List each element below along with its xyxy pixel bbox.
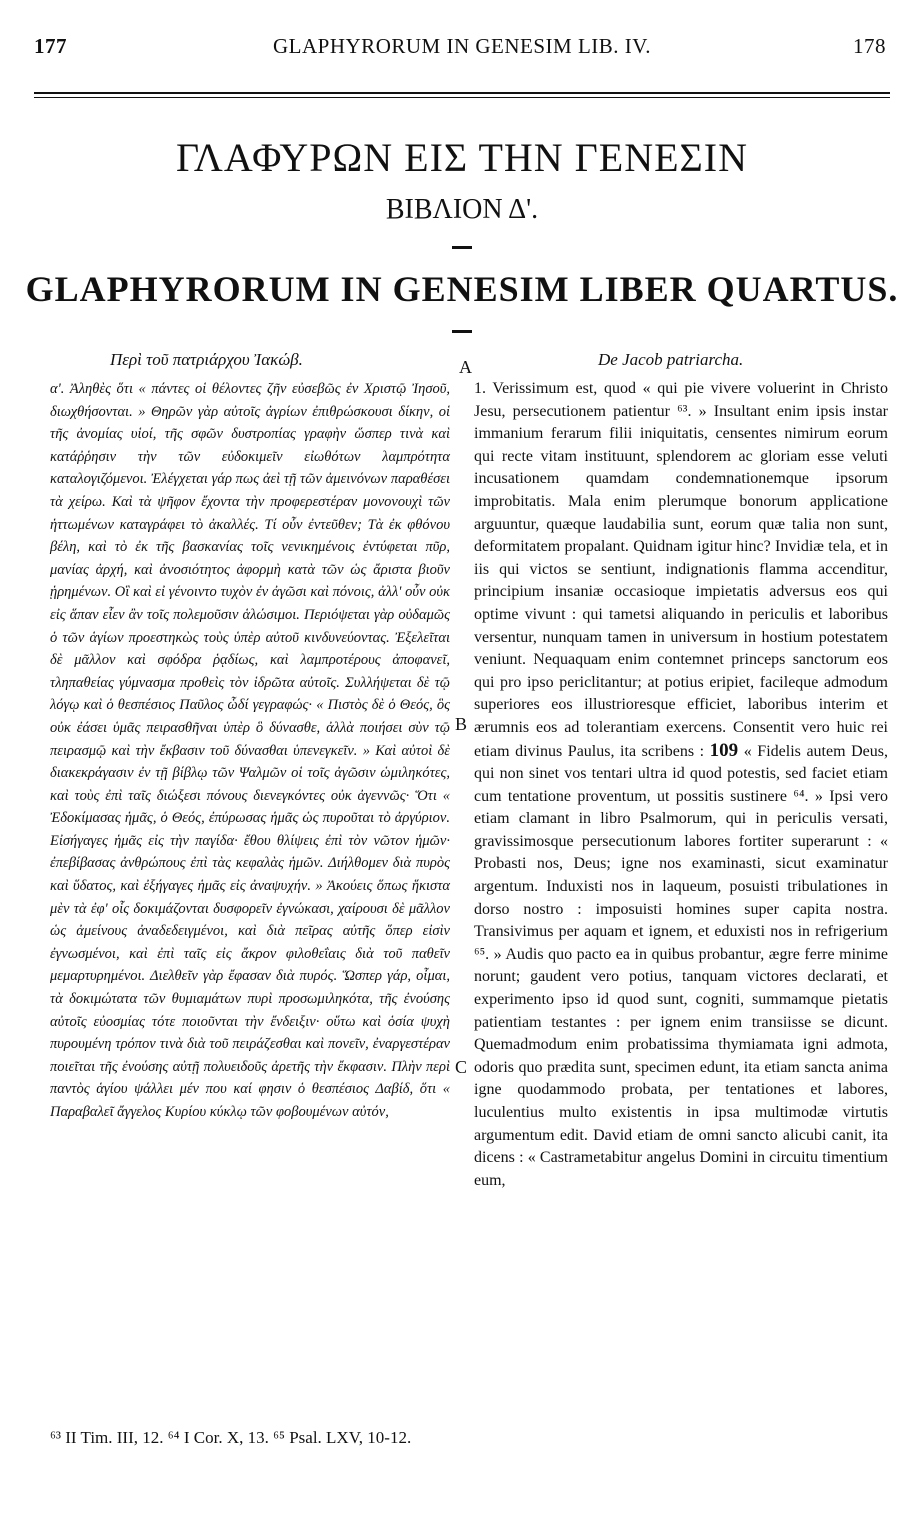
column-number: 109 [709, 739, 739, 761]
greek-text-column [50, 378, 450, 1124]
greek-subtitle: ΒΙΒΛΙΟΝ Δ'. [385, 194, 539, 225]
running-title: GLAPHYRORUM IN GENESIM LIB. IV. [273, 34, 651, 58]
margin-letter-b: B [455, 714, 468, 734]
latin-text-part1: 1. Verissimum est, quod « qui pie vivere voluerint in Christo Jesu, persecutionem patientur ⁶³. » Insultant enim ipsis instar immanium ferarum filii iniquitatis, censentes nimirum eorum qui recte vitam instituunt, splendorem ac gloriam esse veluti incusationem quamdam condemnationemque ipsorum improbitatis. Mala enim plerumque bonorum applicatione arguuntur, quæque laudabilia sunt, eorum quæ talia non sunt, deformitatem propalant. Quidnam igitur hinc? Invidiæ tela, et in iis qui victos se sentiunt, indignationis flamma accenditur, principium insaniæ occasioque impietatis adversus eos qui optime vivunt : qui tametsi aliquando in periculis et laboribus versentur, nunquam tamen in universum in hostium potestatem veniunt. Nequaquam enim contemnet princeps sanctorum eos qui pro ipso periclitantur; at potius eripiet, facileque admodum superiores eos illustrioresque efficiet, laboribus interim et ærumnis eos ad tolerantiam exercens. Consentit vero huic rei etiam divinus Paulus, ita scribens : [474, 380, 888, 760]
page-number-right: 178 [853, 34, 886, 58]
footnotes: ⁶³ II Tim. III, 12. ⁶⁴ I Cor. X, 13. ⁶⁵ Psal. LXV, 10-12. [50, 1428, 412, 1447]
title-divider-2 [452, 330, 472, 333]
greek-section-heading: Περὶ τοῦ πατριάρχου Ἰακώβ. [110, 350, 303, 369]
greek-paragraph: α'. Ἀληθὲς ὅτι « πάντες οἱ θέλοντες ζῆν εὐσεβῶς ἐν Χριστῷ Ἰησοῦ, διωχθήσονται. » Θηρῶν γὰρ αὐτοῖς ἀγρίων ἐπιθρώσκουσι δίκην, οἱ τῆς ἀνομίας υἱοί, τῆς σφῶν δυστροπίας γραφὴν ὥσπερ τινὰ καὶ κατάῤῥησιν τὴν τῶν εὐδοκιμεῖν εἰωθότων λαμπρότητα καταλογιζόμενοι. Ἐλέγχεται γάρ πως ἀεὶ τῇ τῶν ἀμεινόνων παραθέσει τὰ χείρω. Καὶ τὰ ψῆφον ἔχοντα τὴν προφερεστέραν μονονουχὶ τῶν ἡττωμένων καταγράφει τὸ ἀκαλλές. Τί οὖν ἐντεῦθεν; Τὰ ἐκ φθόνου βέλη, καὶ τὸ ἐκ τῆς βασκανίας τοῖς νενικημένοις ἐντύφεται πῦρ, μανίας ἀρχή, καὶ ἀνοσιότητος ἀφορμὴ κατὰ τῶν ὡς ἄριστα βιοῦν ᾑρημένων. Οἳ καὶ εἰ γένοιντο τυχὸν ἐν ἀγῶσι καὶ πόνοις, ἀλλ' οὖν οὐκ εἰς ἅπαν εἶεν ἂν τοῖς πολεμοῦσιν ἁλώσιμοι. Περιόψεται γὰρ οὐδαμῶς ὁ τῶν ἁγίων προεστηκὼς τοὺς ὑπὲρ αὐτοῦ κινδυνεύοντας. Ἐξελεῖται δὲ μᾶλλον καὶ σφόδρα ῥᾳδίως, καὶ λαμπροτέρους ἀποφανεῖ, τληπαθείας γύμνασμα προθεὶς τὸν ἱδρῶτα αὐτοῖς. Συλλήψεται δὲ τῷ λόγῳ καὶ ὁ θεσπέσιος Παῦλος ὧδί γεγραφώς· « Πιστὸς δὲ ὁ Θεός, ὃς οὐκ ἐάσει ὑμᾶς πειρασθῆναι ὑπὲρ ὃ δύνασθε, ἀλλὰ ποιήσει σὺν τῷ πειρασμῷ καὶ τὴν ἔκβασιν τοῦ δύνασθαι ὑπενεγκεῖν. » Καὶ αὐτοὶ δὲ διακεκράγασιν ἐν τῇ βίβλῳ τῶν Ψαλμῶν οἱ τοῖς ἀγῶσιν ὡμιληκότες, καὶ τοὺς ἐπὶ ταῖς διώξεσι πόνους διενεγκόντες οὐκ ἀγεννῶς· Ὅτι « Ἐδοκίμασας ἡμᾶς, ὁ Θεός, ἐπύρωσας ἡμᾶς ὡς πυροῦται τὸ ἀργύριον. Εἰσήγαγες ἡμᾶς εἰς τὴν παγίδα· ἔθου θλίψεις ἐπὶ τὸν νῶτον ἡμῶν· ἐπεβίβασας ἀνθρώπους ἐπὶ τὰς κεφαλὰς ἡμῶν. Διήλθομεν διὰ πυρὸς καὶ ὕδατος, καὶ ἐξήγαγες ἡμᾶς εἰς ἀναψυχήν. » Ἀκούεις ὅπως ἥκιστα μὲν τὰ ἐφ' οἷς δοκιμάζονται δυσφορεῖν ἐγνώκασι, χαίρουσι δὲ μᾶλλον ὡς ἀμείνους ἀναδεδειγμένοι, καὶ διὰ πεῖρας αὐτῆς ὅπερ εἰσὶν ἐγνωσμένοι, καὶ ἐπὶ ταῖς εἰς ἄκρον φιλοθεΐαις διὰ τοῦ παθεῖν μεμαρτυρημένοι. Διελθεῖν γὰρ ἔφασαν διὰ πυρός. Ὥσπερ γάρ, οἶμαι, τὰ δοκιμώτατα τῶν θυμιαμάτων πυρὶ προσωμιληκότα, τῆς ἐνούσης αὐτοῖς εὐοσμίας τότε ποιοῦνται τὴν ἔνδειξιν· οὕτω καὶ ὁσία ψυχὴ πυρουμένη τρόπον τινὰ διὰ τοῦ πειράζεσθαι καὶ πονεῖν, ἐναργεστέραν ποιεῖται τῆς ἐνούσης αὐτῇ πολυειδοῦς ἀρετῆς τὴν ἔκφασιν. Πλὴν περὶ παντὸς ἁγίου ψάλλει μέν που καί φησιν ὁ θεσπέσιος Δαβίδ, ὅτι « Παραβαλεῖ ἄγγελος Κυρίου κύκλῳ τῶν φοβουμένων αὐτόν, [50, 381, 450, 1120]
header-rule [34, 92, 890, 94]
margin-letter-a: A [459, 357, 472, 377]
latin-paragraph [474, 378, 888, 1192]
latin-text-column [474, 378, 888, 1192]
latin-title: GLAPHYRORUM IN GENESIM LIBER QUARTUS. [25, 269, 899, 309]
page-number-left: 177 [34, 34, 67, 58]
latin-text-part2: « Fidelis autem Deus, qui non sinet vos tentari ultra id quod potestis, sed faciet etiam cum tentatione proventum, ut possitis sustinere ⁶⁴. » Ipsi vero etiam clamant in libro Psalmorum, qui in periculis versati, gravissimosque persecutionum labores fortiter superarunt : « Probasti nos, Deus; igne nos examinasti, sicut examinatur argentum. Induxisti nos in laqueum, posuisti tribulationes in dorso nostro : imposuisti homines super capita nostra. Transivimus per aquam et ignem, et eduxisti nos in refrigerium ⁶⁵. » Audis quo pacto ea in quibus probantur, ægre ferre minime norunt; gaudent vero potius, tanquam victores declarati, et experimento ipso id quod sunt, cogniti, summamque pietatis patientiam testantes : per ignem enim transiisse se dicunt. Quemadmodum enim probatissima thymiamata igni admota, odoris quo prædita sunt, specimen edunt, ita etiam sancta anima igne quodammodo probata, per tentationes et labores, luculentius multo existentis in ipsa multimodæ virtutis argumentum edit. David etiam de omni sancto alicubi canit, ita dicens : « Castrametabitur angelus Domini in circuitu timentium eum, [474, 742, 888, 1189]
title-divider [452, 246, 472, 249]
greek-title: ΓΛΑΦΥΡΩΝ ΕΙΣ ΤΗΝ ΓΕΝΕΣΙΝ [175, 135, 749, 180]
margin-letter-c: C [455, 1057, 468, 1077]
header-rule-thin [34, 97, 890, 98]
latin-section-heading: De Jacob patriarcha. [598, 350, 744, 369]
